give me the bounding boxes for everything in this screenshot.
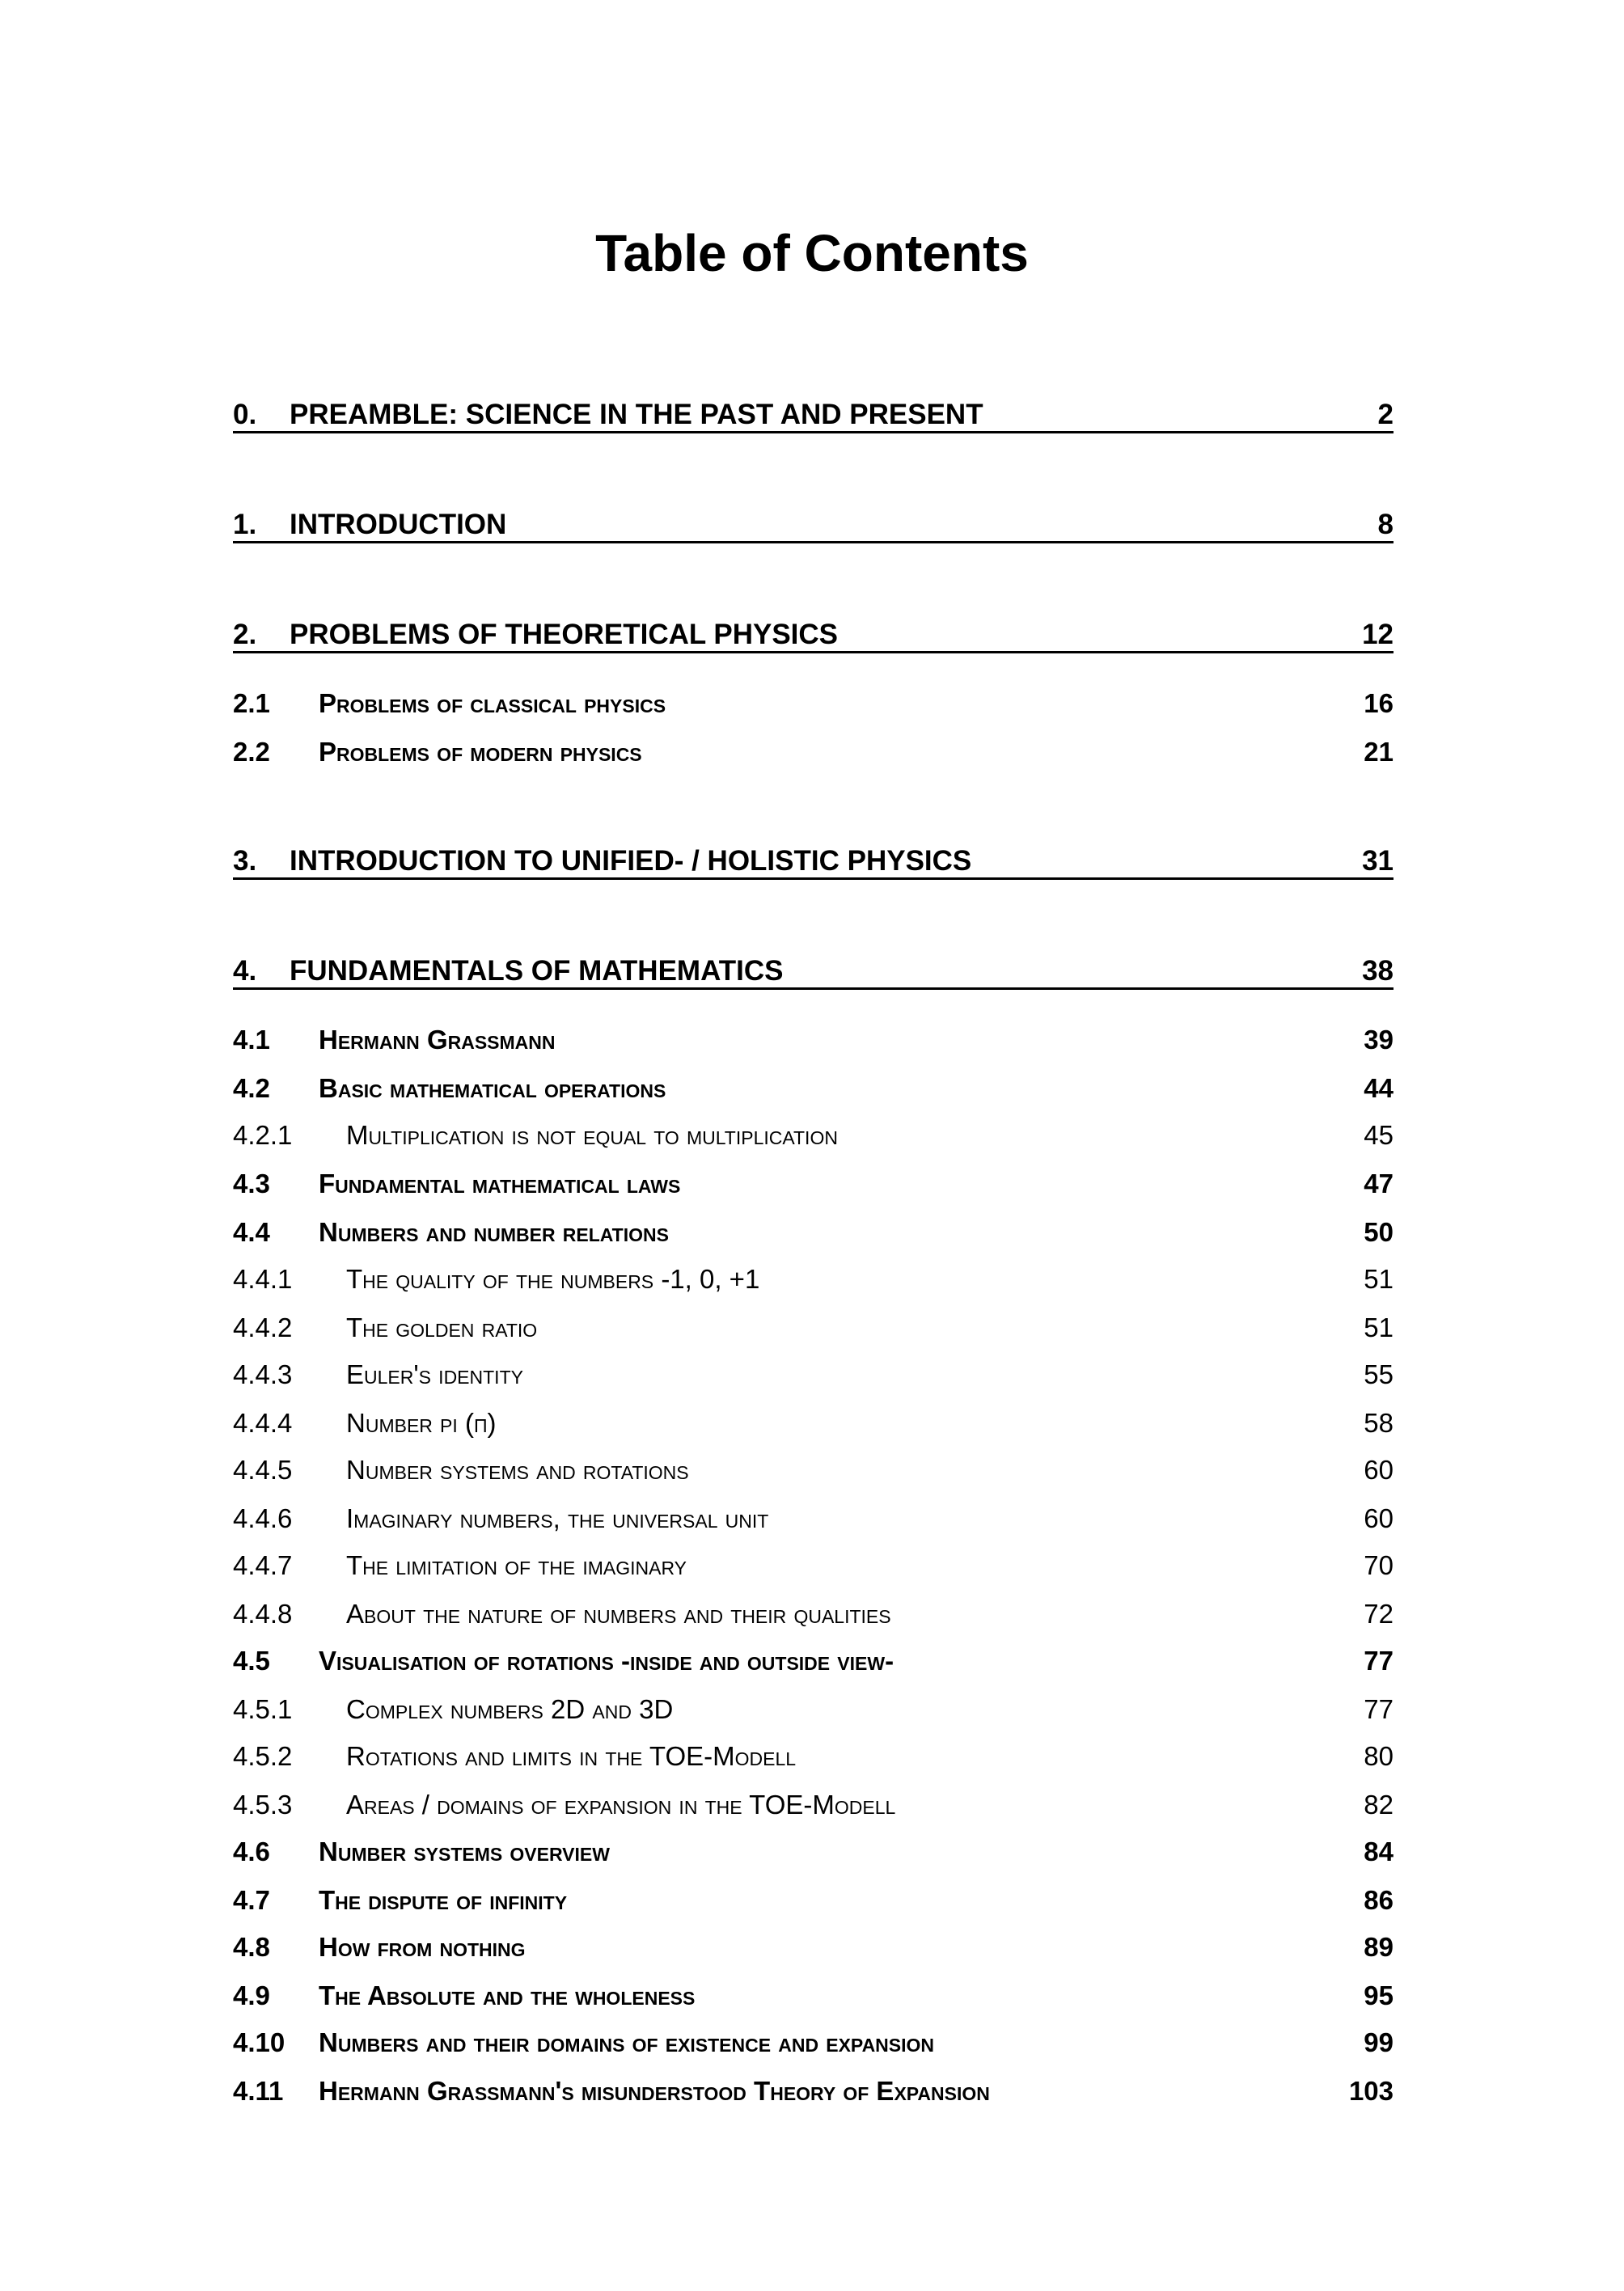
toc-entry-number: 3. bbox=[233, 845, 257, 877]
toc-entry-page-number: 45 bbox=[1364, 1120, 1394, 1150]
page-title: Table of Contents bbox=[595, 223, 1029, 282]
toc-entry-number: 4.11 bbox=[233, 2076, 284, 2106]
toc-entry-chapter[interactable] bbox=[233, 608, 1394, 653]
toc-entry-title: The limitation of the imaginary bbox=[346, 1550, 687, 1580]
toc-entry-title: Complex numbers 2D and 3D bbox=[346, 1694, 674, 1724]
toc-entry-page-number: 89 bbox=[1364, 1932, 1394, 1962]
toc-entry-title: Euler's identity bbox=[346, 1359, 523, 1389]
toc-entry-sub[interactable] bbox=[233, 1347, 1394, 1388]
toc-entry-sub[interactable] bbox=[233, 1300, 1394, 1341]
toc-entry-number: 4.4.4 bbox=[233, 1408, 293, 1438]
toc-entry-section[interactable] bbox=[233, 1205, 1394, 1245]
toc-entry-page-number: 16 bbox=[1364, 688, 1394, 718]
toc-entry-chapter[interactable] bbox=[233, 498, 1394, 543]
toc-entry-title: Multiplication is not equal to multiplication bbox=[346, 1120, 838, 1150]
toc-entry-number: 4.2 bbox=[233, 1073, 270, 1103]
toc-entry-title: Areas / domains of expansion in the TOE-Modell bbox=[346, 1790, 896, 1820]
toc-entry-page-number: 58 bbox=[1364, 1408, 1394, 1438]
toc-entry-page-number: 103 bbox=[1348, 2076, 1394, 2106]
toc-entry-sub[interactable] bbox=[233, 1108, 1394, 1148]
toc-entry-section[interactable] bbox=[233, 1061, 1394, 1101]
toc-entry-number: 0. bbox=[233, 399, 257, 430]
toc-entry-number: 4.1 bbox=[233, 1025, 270, 1055]
toc-entry-number: 4.4.7 bbox=[233, 1550, 293, 1580]
toc-entry-title: The quality of the numbers -1, 0, +1 bbox=[346, 1264, 760, 1294]
toc-entry-number: 4.9 bbox=[233, 1980, 270, 2010]
toc-entry-page-number: 47 bbox=[1364, 1169, 1394, 1198]
toc-entry-section[interactable] bbox=[233, 1873, 1394, 1913]
toc-entry-page-number: 60 bbox=[1364, 1503, 1394, 1533]
toc-entry-title: Number systems overview bbox=[319, 1837, 610, 1866]
toc-entry-number: 4.5.2 bbox=[233, 1741, 293, 1771]
toc-entry-title: Hermann Grassmann bbox=[319, 1025, 556, 1055]
toc-entry-title: Rotations and limits in the TOE-Modell bbox=[346, 1741, 797, 1771]
toc-entry-page-number: 77 bbox=[1364, 1694, 1394, 1724]
toc-entry-number: 2.1 bbox=[233, 688, 270, 718]
toc-entry-title: PREAMBLE: SCIENCE IN THE PAST AND PRESENT bbox=[290, 399, 983, 430]
toc-entry-sub[interactable] bbox=[233, 1443, 1394, 1483]
toc-entry-page-number: 77 bbox=[1364, 1646, 1394, 1676]
toc-entry-title: Problems of modern physics bbox=[319, 737, 642, 767]
toc-entry-title: Hermann Grassmann's misunderstood Theory of Expansion bbox=[319, 2076, 990, 2106]
toc-entry-title: Imaginary numbers, the universal unit bbox=[346, 1503, 769, 1533]
toc-entry-number: 2.2 bbox=[233, 737, 270, 767]
toc-entry-page-number: 44 bbox=[1364, 1073, 1394, 1103]
toc-entry-number: 4.5 bbox=[233, 1646, 270, 1676]
toc-entry-title: Number systems and rotations bbox=[346, 1455, 689, 1485]
toc-entry-number: 4.4.6 bbox=[233, 1503, 293, 1533]
toc-entry-sub[interactable] bbox=[233, 1396, 1394, 1436]
toc-entry-page-number: 21 bbox=[1364, 737, 1394, 767]
toc-entry-title: The golden ratio bbox=[346, 1312, 538, 1342]
toc-entry-page-number: 86 bbox=[1364, 1885, 1394, 1915]
toc-entry-section[interactable] bbox=[233, 1920, 1394, 1960]
toc-entry-number: 4.4.8 bbox=[233, 1599, 293, 1629]
toc-entry-number: 4.8 bbox=[233, 1932, 270, 1962]
toc-entry-section[interactable] bbox=[233, 1634, 1394, 1674]
toc-entry-page-number: 51 bbox=[1364, 1264, 1394, 1294]
toc-entry-title: FUNDAMENTALS OF MATHEMATICS bbox=[290, 955, 784, 987]
toc-entry-section[interactable] bbox=[233, 1156, 1394, 1197]
toc-entry-page-number: 12 bbox=[1362, 619, 1394, 650]
toc-entry-chapter[interactable] bbox=[233, 945, 1394, 990]
toc-entry-title: Problems of classical physics bbox=[319, 688, 666, 718]
toc-entry-title: Basic mathematical operations bbox=[319, 1073, 666, 1103]
toc-entry-number: 4.4.1 bbox=[233, 1264, 293, 1294]
toc-entry-chapter[interactable] bbox=[233, 835, 1394, 880]
toc-entry-page-number: 60 bbox=[1364, 1455, 1394, 1485]
toc-entry-title: Visualisation of rotations -inside and outside view- bbox=[319, 1646, 894, 1676]
toc-entry-page-number: 70 bbox=[1364, 1550, 1394, 1580]
toc-entry-page-number: 50 bbox=[1364, 1217, 1394, 1247]
toc-entry-number: 4.2.1 bbox=[233, 1120, 293, 1150]
toc-entry-sub[interactable] bbox=[233, 1729, 1394, 1769]
toc-entry-number: 4.4 bbox=[233, 1217, 270, 1247]
toc-entry-number: 4.3 bbox=[233, 1169, 270, 1198]
toc-entry-page-number: 80 bbox=[1364, 1741, 1394, 1771]
toc-entry-sub[interactable] bbox=[233, 1777, 1394, 1818]
toc-entry-page-number: 31 bbox=[1362, 845, 1394, 877]
toc-entry-section[interactable] bbox=[233, 2064, 1394, 2104]
toc-entry-page-number: 2 bbox=[1377, 399, 1394, 430]
toc-entry-section[interactable] bbox=[233, 725, 1394, 765]
toc-entry-page-number: 84 bbox=[1364, 1837, 1394, 1866]
toc-entry-title: The Absolute and the wholeness bbox=[319, 1980, 696, 2010]
toc-entry-page-number: 51 bbox=[1364, 1312, 1394, 1342]
toc-entry-number: 4.6 bbox=[233, 1837, 270, 1866]
toc-entry-section[interactable] bbox=[233, 1824, 1394, 1865]
toc-entry-sub[interactable] bbox=[233, 1538, 1394, 1579]
toc-entry-sub[interactable] bbox=[233, 1491, 1394, 1532]
toc-entry-section[interactable] bbox=[233, 676, 1394, 716]
toc-entry-sub[interactable] bbox=[233, 1682, 1394, 1722]
toc-entry-number: 2. bbox=[233, 619, 257, 650]
toc-entry-title: How from nothing bbox=[319, 1932, 526, 1962]
toc-entry-chapter[interactable] bbox=[233, 388, 1394, 433]
toc-entry-title: Numbers and their domains of existence and expansion bbox=[319, 2027, 935, 2057]
toc-entry-number: 4.4.3 bbox=[233, 1359, 293, 1389]
toc-entry-number: 1. bbox=[233, 509, 257, 540]
toc-entry-section[interactable] bbox=[233, 1968, 1394, 2009]
toc-entry-section[interactable] bbox=[233, 1012, 1394, 1053]
toc-entry-number: 4.5.3 bbox=[233, 1790, 293, 1820]
toc-entry-title: The dispute of infinity bbox=[319, 1885, 568, 1915]
toc-entry-number: 4. bbox=[233, 955, 257, 987]
toc-entry-sub[interactable] bbox=[233, 1252, 1394, 1292]
toc-entry-title: About the nature of numbers and their qualities bbox=[346, 1599, 891, 1629]
toc-entry-number: 4.4.5 bbox=[233, 1455, 293, 1485]
toc-entry-title: INTRODUCTION bbox=[290, 509, 507, 540]
toc-entry-number: 4.5.1 bbox=[233, 1694, 293, 1724]
toc-entry-page-number: 72 bbox=[1364, 1599, 1394, 1629]
toc-entry-page-number: 39 bbox=[1364, 1025, 1394, 1055]
toc-entry-title: Number pi (π) bbox=[346, 1408, 497, 1438]
toc-entry-section[interactable] bbox=[233, 2015, 1394, 2056]
toc-entry-number: 4.4.2 bbox=[233, 1312, 293, 1342]
toc-entry-page-number: 8 bbox=[1377, 509, 1394, 540]
toc-entry-title: INTRODUCTION TO UNIFIED- / HOLISTIC PHYSICS bbox=[290, 845, 972, 877]
toc-entry-page-number: 82 bbox=[1364, 1790, 1394, 1820]
toc-entry-page-number: 55 bbox=[1364, 1359, 1394, 1389]
toc-entry-page-number: 38 bbox=[1362, 955, 1394, 987]
toc-entry-title: Fundamental mathematical laws bbox=[319, 1169, 681, 1198]
toc-entry-page-number: 95 bbox=[1364, 1980, 1394, 2010]
toc-entry-title: Numbers and number relations bbox=[319, 1217, 669, 1247]
toc-entry-title: PROBLEMS OF THEORETICAL PHYSICS bbox=[290, 619, 839, 650]
toc-entry-page-number: 99 bbox=[1364, 2027, 1394, 2057]
toc-entry-number: 4.7 bbox=[233, 1885, 270, 1915]
toc-entry-number: 4.10 bbox=[233, 2027, 285, 2057]
toc-entry-sub[interactable] bbox=[233, 1587, 1394, 1627]
